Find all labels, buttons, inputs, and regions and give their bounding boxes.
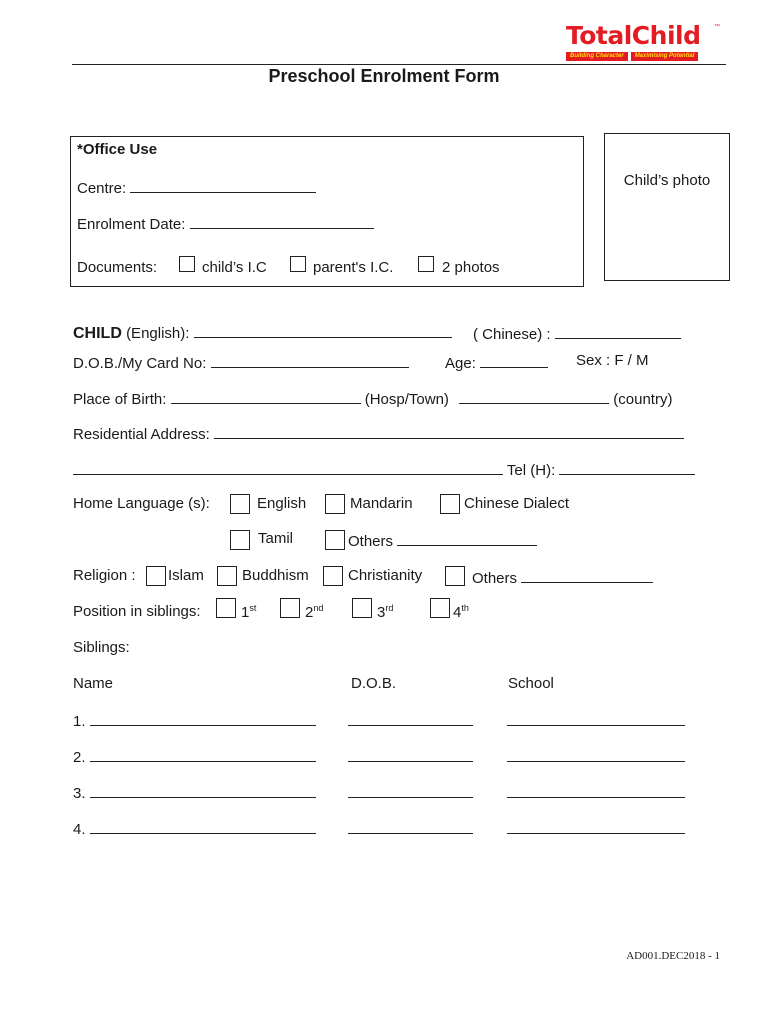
lang-mandarin-checkbox[interactable]	[325, 494, 345, 514]
enrolment-date-row	[77, 213, 374, 233]
child-photo-box	[604, 133, 730, 281]
hosp-label: (Hosp/Town)	[364, 391, 449, 408]
sibling-row-number: 2.	[73, 749, 86, 766]
position-1st-label: 1st	[241, 603, 257, 621]
address-row	[73, 423, 684, 443]
doc-parent-ic-checkbox[interactable]	[290, 256, 306, 272]
logo-tagline-bar	[566, 52, 718, 61]
sibling-name-field[interactable]	[90, 746, 316, 762]
lang-tamil-checkbox[interactable]	[230, 530, 250, 550]
position-4th-label: 4th	[453, 603, 469, 621]
sibling-school-field[interactable]	[507, 782, 685, 798]
siblings-col-school: School	[508, 675, 554, 692]
religion-christianity-checkbox[interactable]	[323, 566, 343, 586]
sibling-row	[73, 746, 316, 766]
religion-others-row	[472, 567, 653, 587]
office-use-heading: *Office Use	[77, 141, 158, 158]
english-name-label: (English):	[126, 325, 190, 342]
position-3rd-label: 3rd	[377, 603, 394, 621]
chinese-name-label: ( Chinese) :	[473, 326, 551, 343]
religion-islam-checkbox[interactable]	[146, 566, 166, 586]
sibling-row	[73, 782, 316, 802]
totalchild-logo	[566, 22, 718, 61]
enrolment-date-field[interactable]	[190, 213, 374, 229]
religion-others-label: Others	[472, 570, 518, 587]
dob-label: D.O.B./My Card No:	[73, 355, 207, 372]
chinese-name-row	[473, 323, 681, 343]
religion-buddhism-label: Buddhism	[242, 567, 309, 584]
lang-english-checkbox[interactable]	[230, 494, 250, 514]
religion-christianity-label: Christianity	[348, 567, 423, 584]
religion-others-field[interactable]	[521, 567, 653, 583]
sibling-school-field[interactable]	[507, 818, 685, 834]
sibling-name-field[interactable]	[90, 710, 316, 726]
sibling-school-field[interactable]	[507, 710, 685, 726]
sibling-row-number: 3.	[73, 785, 86, 802]
child-heading: CHILD	[73, 325, 122, 342]
position-1st-checkbox[interactable]	[216, 598, 236, 618]
position-label: Position in siblings:	[73, 603, 201, 620]
logo-tagline-right: Maximising Potential	[631, 52, 699, 61]
age-label: Age:	[445, 355, 476, 372]
child-photo-label: Child’s photo	[623, 172, 711, 189]
tel-field[interactable]	[559, 459, 695, 475]
pob-row	[73, 388, 672, 408]
sibling-name-field[interactable]	[90, 818, 316, 834]
sibling-row-number: 4.	[73, 821, 86, 838]
sibling-row	[73, 818, 316, 838]
pob-label: Place of Birth:	[73, 391, 167, 408]
lang-others-label: Others	[348, 533, 394, 550]
doc-child-ic-label: child’s I.C	[202, 259, 267, 276]
sibling-row-number: 1.	[73, 713, 86, 730]
lang-others-field[interactable]	[397, 530, 537, 546]
logo-tagline-left: Building Character	[566, 52, 628, 61]
country-label: (country)	[613, 391, 673, 408]
sibling-name-field[interactable]	[90, 782, 316, 798]
tel-label: Tel (H):	[506, 462, 556, 479]
address-field-2[interactable]	[73, 459, 503, 475]
sibling-dob-field[interactable]	[348, 782, 473, 798]
address-field-1[interactable]	[214, 423, 684, 439]
sibling-row	[73, 710, 316, 730]
sibling-dob-field[interactable]	[348, 818, 473, 834]
lang-dialect-label: Chinese Dialect	[464, 495, 570, 512]
position-3rd-checkbox[interactable]	[352, 598, 372, 618]
lang-mandarin-label: Mandarin	[350, 495, 413, 512]
siblings-col-dob: D.O.B.	[351, 675, 397, 692]
pob-country-field[interactable]	[459, 388, 609, 404]
home-language-label: Home Language (s):	[73, 495, 210, 512]
english-name-field[interactable]	[194, 322, 452, 338]
doc-photos-checkbox[interactable]	[418, 256, 434, 272]
sibling-dob-field[interactable]	[348, 710, 473, 726]
siblings-label: Siblings:	[73, 639, 130, 656]
lang-dialect-checkbox[interactable]	[440, 494, 460, 514]
position-2nd-checkbox[interactable]	[280, 598, 300, 618]
lang-others-row	[348, 530, 537, 550]
doc-child-ic-checkbox[interactable]	[179, 256, 195, 272]
position-2nd-label: 2nd	[305, 603, 324, 621]
dob-field[interactable]	[211, 352, 409, 368]
siblings-col-name: Name	[73, 675, 114, 692]
pob-hosp-field[interactable]	[171, 388, 361, 404]
religion-label: Religion :	[73, 567, 136, 584]
form-title: Preschool Enrolment Form	[268, 66, 500, 86]
header-divider	[72, 64, 726, 65]
lang-others-checkbox[interactable]	[325, 530, 345, 550]
child-english-row	[73, 322, 452, 343]
religion-islam-label: Islam	[168, 567, 204, 584]
dob-row	[73, 352, 409, 372]
sibling-school-field[interactable]	[507, 746, 685, 762]
doc-parent-ic-label: parent's I.C.	[313, 259, 394, 276]
religion-buddhism-checkbox[interactable]	[217, 566, 237, 586]
age-row	[445, 352, 548, 372]
lang-english-label: English	[257, 495, 307, 512]
logo-wordmark: TotalChild	[566, 21, 701, 50]
sibling-dob-field[interactable]	[348, 746, 473, 762]
address-tel-row	[73, 459, 695, 479]
logo-trademark: ™	[714, 24, 720, 30]
sex-label: Sex : F / M	[576, 352, 649, 369]
documents-label: Documents:	[77, 259, 158, 276]
position-4th-checkbox[interactable]	[430, 598, 450, 618]
lang-tamil-label: Tamil	[258, 530, 294, 547]
centre-row	[77, 177, 316, 197]
centre-field[interactable]	[130, 177, 316, 193]
doc-photos-label: 2 photos	[442, 259, 500, 276]
address-label: Residential Address:	[73, 426, 210, 443]
centre-label: Centre:	[77, 180, 127, 197]
enrolment-date-label: Enrolment Date:	[77, 216, 186, 233]
form-code: AD001.DEC2018 - 1	[626, 950, 720, 962]
age-field[interactable]	[480, 352, 548, 368]
chinese-name-field[interactable]	[555, 323, 681, 339]
religion-others-checkbox[interactable]	[445, 566, 465, 586]
